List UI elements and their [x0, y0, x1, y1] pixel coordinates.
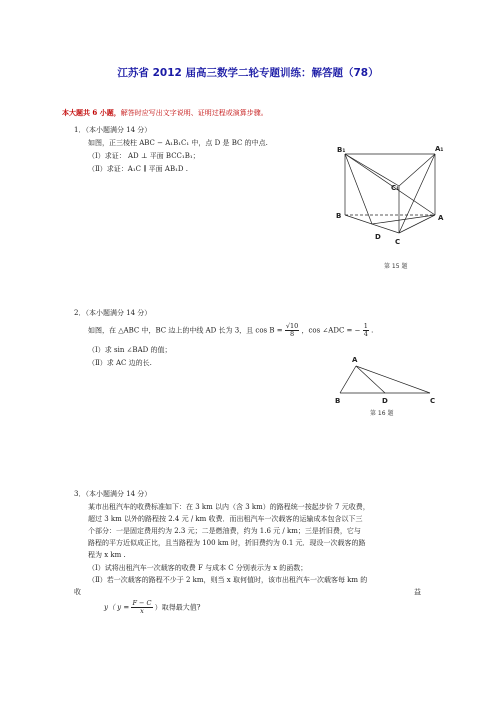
instructions [62, 108, 268, 118]
q3-line-4: 路程的平方近似成正比，且当路程为 100 km 时，折旧费约为 0.1 元．现设一次载客的路 [88, 539, 366, 547]
q3-heading: 3．（本小题满分 14 分） [74, 490, 152, 498]
label-a: A [438, 214, 444, 222]
q2-line-1-a: 如图，在 △ABC 中，BC 边上的中线 AD 长为 3，且 cos B = [88, 326, 283, 335]
q3-line-5: 程为 x km . [88, 551, 126, 559]
q1-figure-caption: 第 15 题 [384, 263, 408, 270]
label-b: B [336, 212, 342, 220]
label-a: A [352, 356, 358, 364]
cos-b-denominator: 8 [289, 330, 295, 338]
page-title: 江苏省 2012 届高三数学二轮专题训练：解答题（78） [117, 67, 379, 79]
label-c: C [395, 238, 401, 246]
label-b1: B₁ [337, 146, 346, 154]
instructions-rest: 解答时应写出文字说明、证明过程或演算步骤。 [120, 109, 268, 117]
q2-line-3: （Ⅱ）求 AC 边的长. [88, 359, 152, 367]
profit-numerator: F − C [132, 599, 152, 607]
median-ad [356, 366, 385, 393]
side-ac [356, 366, 430, 393]
segment-b1d [345, 154, 372, 224]
instructions-lead: 本大题共 6 小题， [62, 108, 121, 117]
edge-a1c1 [399, 154, 435, 186]
q2-heading: 2．（本小题满分 14 分） [74, 309, 152, 317]
q3-line-6: （Ⅰ）试将出租汽车一次载客的收费 F 与成本 C 分别表示为 x 的函数； [88, 564, 308, 572]
q2-figure-caption: 第 16 题 [370, 410, 394, 417]
q1-heading: 1．（本小题满分 14 分） [74, 126, 152, 134]
q3-line-8-right: 益 [414, 588, 421, 596]
cos-adc-numerator: 1 [363, 322, 368, 330]
label-a1: A₁ [435, 145, 444, 153]
q3-line-9-b: ）取得最大值? [154, 603, 201, 612]
q2-line-1-b: ，cos ∠ADC = − [301, 326, 361, 335]
q2-line-2: （Ⅰ）求 sin ∠BAD 的值； [88, 346, 172, 354]
q3-line-9-a: y（ y = [104, 603, 130, 612]
cos-b-numerator: √10 [285, 322, 299, 330]
label-b: B [335, 397, 341, 405]
label-d: D [375, 233, 381, 241]
q2-line-1-c: . [371, 326, 374, 335]
segment-a1c [399, 154, 435, 233]
q2-line-1 [88, 323, 373, 338]
q3-line-9 [104, 600, 201, 615]
profit-fraction [131, 600, 152, 615]
prism-figure [325, 140, 455, 270]
side-ab [340, 366, 356, 393]
triangle-figure [330, 352, 445, 407]
q1-line-1: 如图，正三棱柱 ABC − A₁B₁C₁ 中，点 D 是 BC 的中点. [88, 139, 268, 147]
q1-line-3: （Ⅱ）求证：A₁C ∥ 平面 AB₁D . [88, 165, 188, 173]
q3-line-8-left: 收 [74, 588, 81, 596]
q1-line-2: （Ⅰ）求证： AD ⊥ 平面 BCC₁B₁； [88, 152, 200, 160]
cos-adc-denominator: 4 [363, 330, 368, 338]
label-c1: C₁ [391, 184, 400, 192]
q3-line-1: 某市出租汽车的收费标准如下：在 3 km 以内（含 3 km）的路程统一按起步价 7 元收费， [88, 503, 370, 511]
q3-line-7: （Ⅱ）若一次载客的路程不少于 2 km，则当 x 取何值时，该市出租汽车一次载客每 km 的 [88, 576, 368, 584]
label-d: D [382, 397, 388, 405]
edge-b1c1 [345, 154, 399, 186]
q3-line-2: 超过 3 km 以外的路程按 2.4 元 / km 收费．而出租汽车一次载客的运输成本包含以下三 [88, 515, 363, 523]
segment-b1a [345, 154, 435, 215]
label-c: C [430, 397, 436, 405]
cos-adc-fraction [363, 323, 369, 338]
q3-line-3: 个部分：一是固定费用约为 2.3 元；二是燃油费，约为 1.6 元 / km；三是折旧费，它与 [88, 527, 361, 535]
profit-denominator: x [140, 607, 144, 615]
cos-b-fraction [285, 323, 299, 338]
